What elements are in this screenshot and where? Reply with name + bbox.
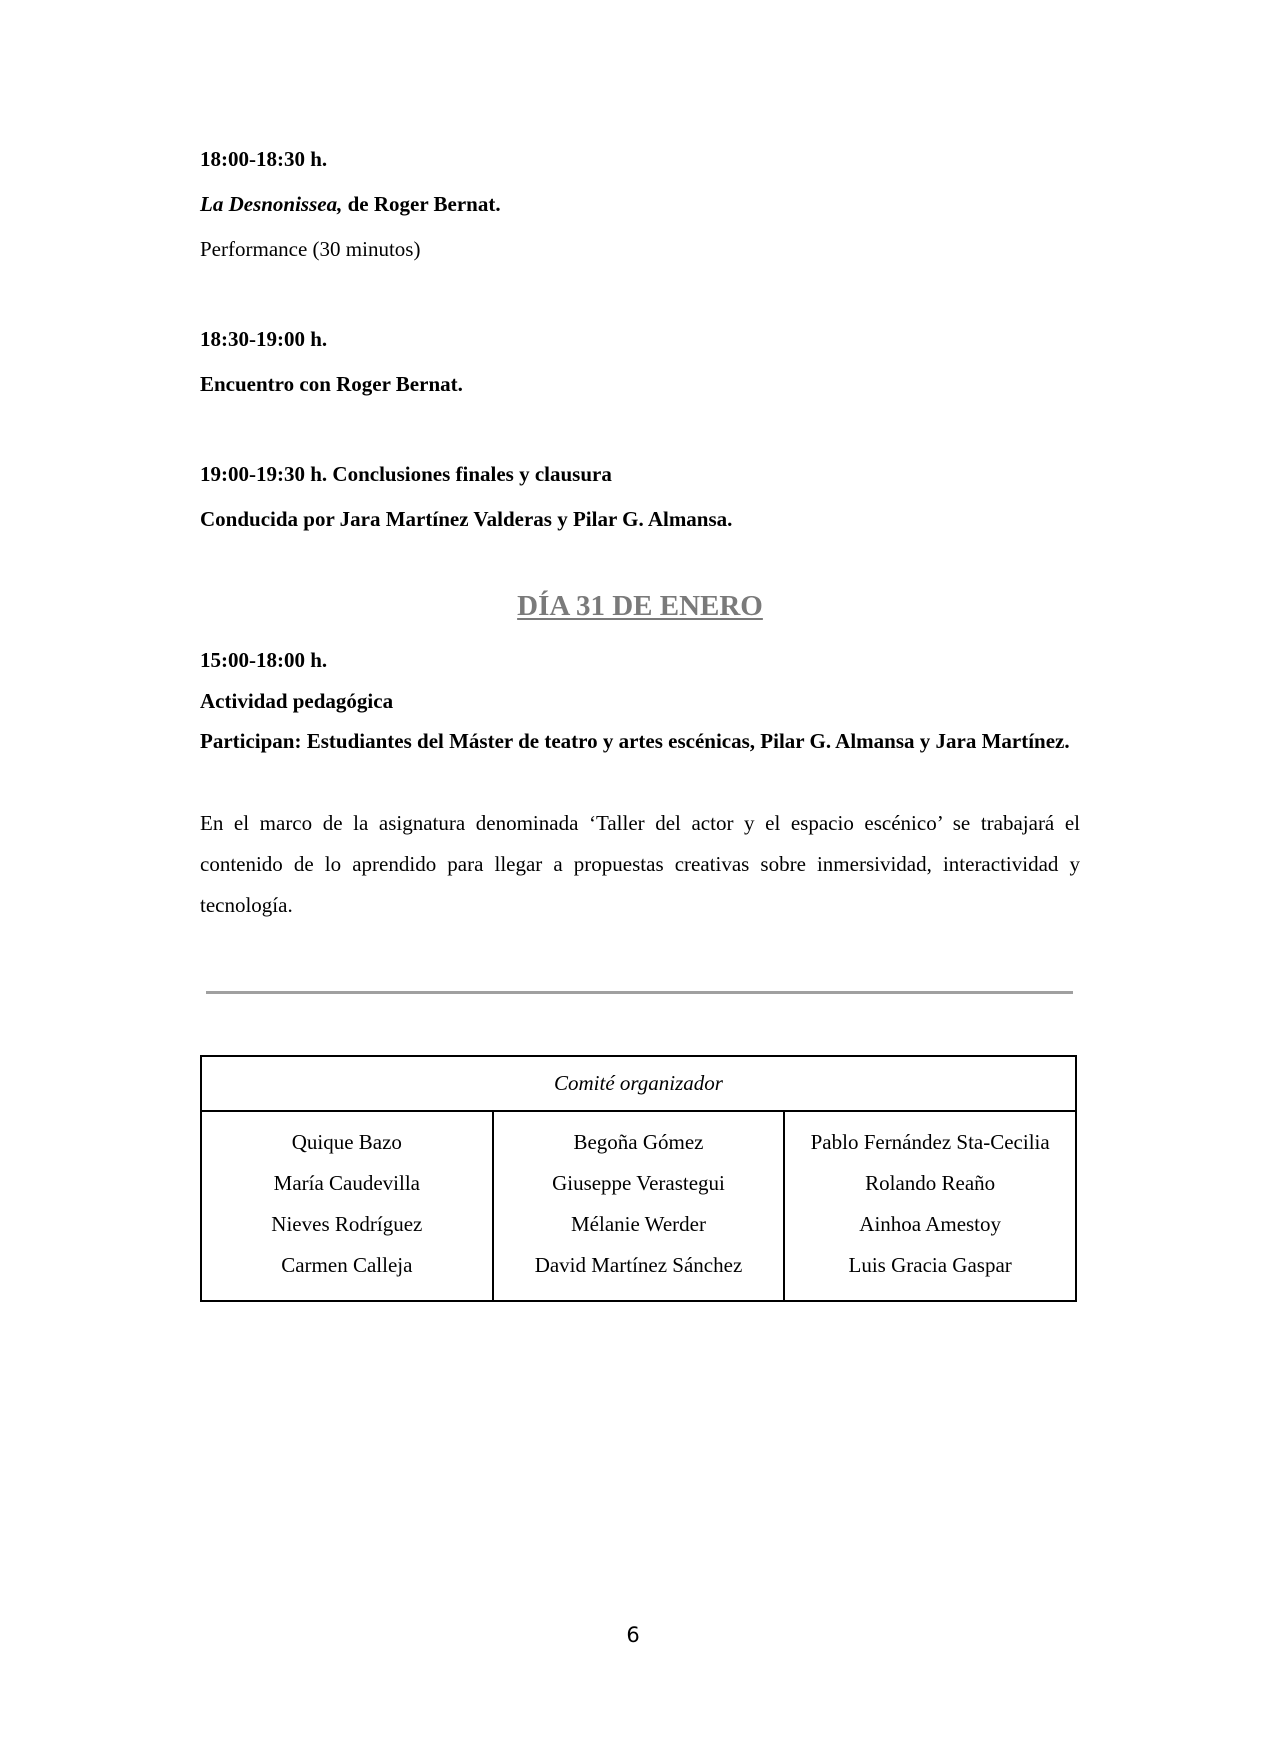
committee-table <box>200 1055 1077 1302</box>
committee-member: Ainhoa Amestoy <box>859 1212 1002 1236</box>
committee-member: Mélanie Werder <box>571 1212 706 1236</box>
session-title: Actividad pedagógica <box>200 689 394 713</box>
session-time: 18:00-18:30 h. <box>200 147 328 171</box>
committee-member: Carmen Calleja <box>281 1253 413 1277</box>
committee-column <box>784 1111 1076 1301</box>
committee-member: Pablo Fernández Sta-Cecilia <box>810 1130 1050 1154</box>
work-title: La Desnonissea, <box>200 192 343 216</box>
session-time: 18:30-19:00 h. <box>200 327 328 351</box>
committee-member: David Martínez Sánchez <box>534 1253 743 1277</box>
session-description: En el marco de la asignatura denominada ‘Taller del actor y el espacio escénico’ se trabajará el contenido de lo aprendido para llegar a propuestas creativas sobre inmersividad, interactividad y tecnología. <box>200 811 1080 917</box>
session-title <box>200 192 501 217</box>
committee-member: Giuseppe Verastegui <box>552 1171 725 1195</box>
session-title: Encuentro con Roger Bernat. <box>200 372 463 396</box>
session-time: 15:00-18:00 h. <box>200 648 328 672</box>
page-number: 6 <box>626 1623 640 1647</box>
committee-column <box>201 1111 493 1301</box>
session-conductors: Conducida por Jara Martínez Valderas y Pilar G. Almansa. <box>200 507 733 531</box>
session-participants: Participan: Estudiantes del Máster de teatro y artes escénicas, Pilar G. Almansa y Jara Martínez. <box>200 729 1070 753</box>
committee-column <box>493 1111 785 1301</box>
committee-member: Nieves Rodríguez <box>271 1212 423 1236</box>
work-author: de Roger Bernat. <box>342 192 501 216</box>
session-description: Performance (30 minutos) <box>200 237 421 261</box>
session-time-title: 19:00-19:30 h. Conclusiones finales y clausura <box>200 462 612 486</box>
committee-title: Comité organizador <box>201 1056 1076 1111</box>
day-heading: DÍA 31 DE ENERO <box>517 590 763 622</box>
horizontal-divider <box>206 991 1073 994</box>
committee-member: Quique Bazo <box>291 1130 402 1154</box>
committee-member: Luis Gracia Gaspar <box>848 1253 1012 1277</box>
committee-member: María Caudevilla <box>273 1171 421 1195</box>
committee-member: Rolando Reaño <box>865 1171 996 1195</box>
committee-member: Begoña Gómez <box>573 1130 704 1154</box>
